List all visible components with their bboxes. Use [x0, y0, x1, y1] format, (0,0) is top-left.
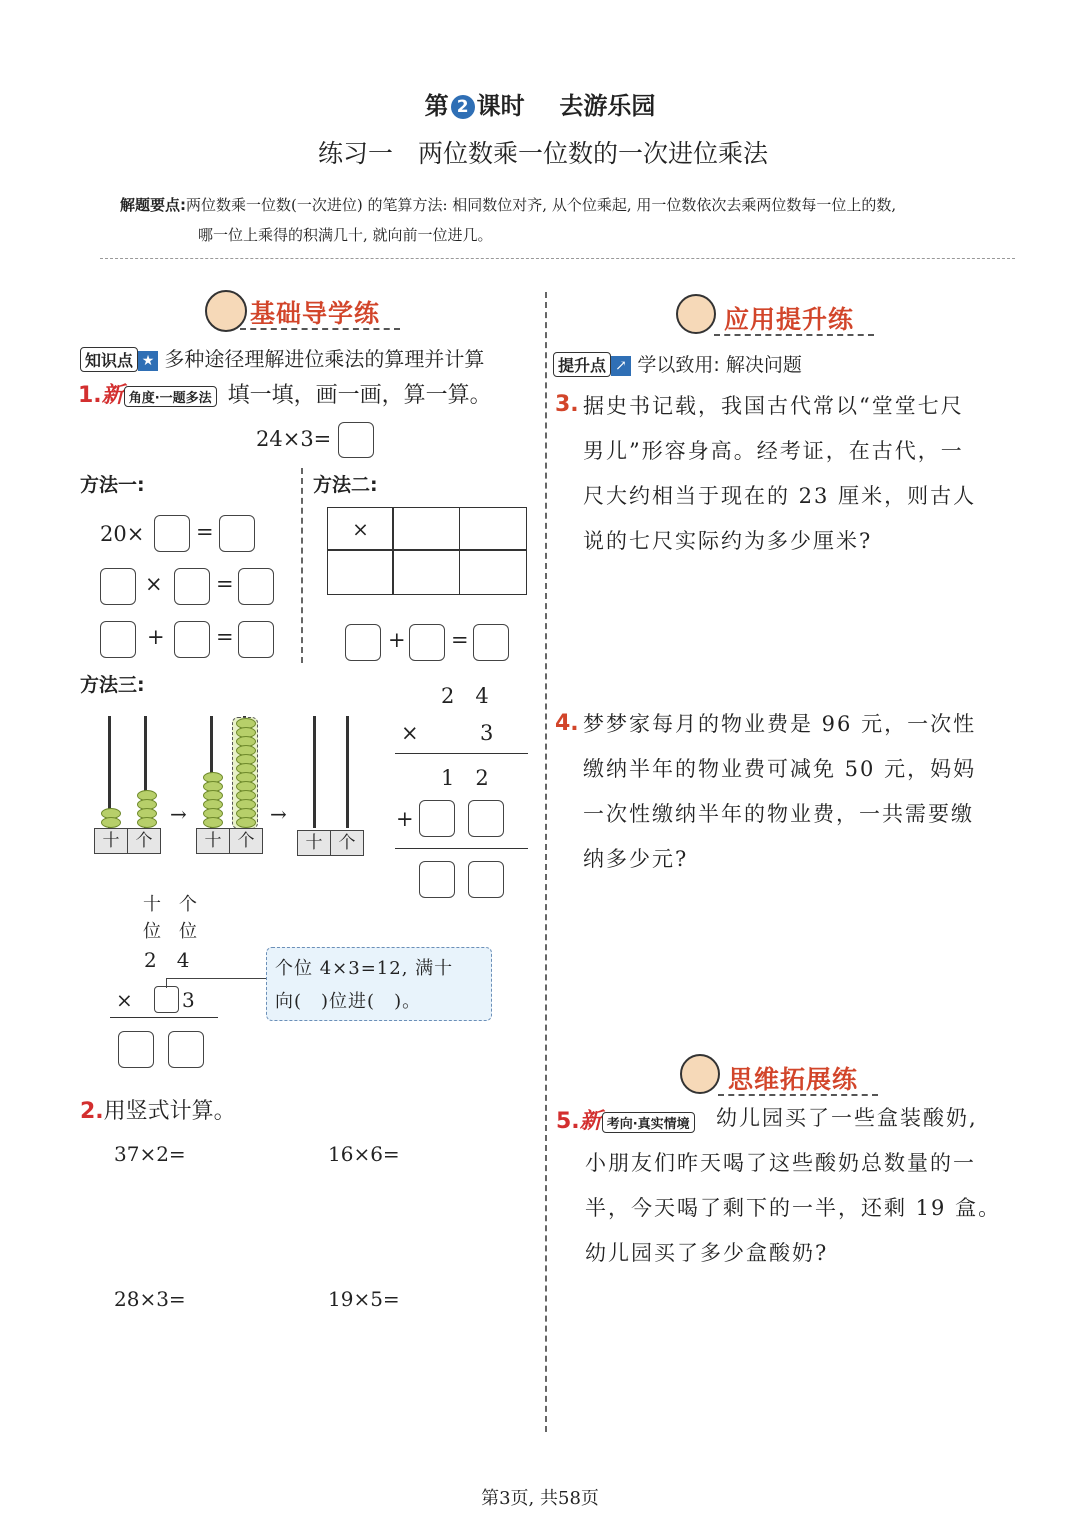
answer-box[interactable]	[473, 624, 509, 661]
lesson-suffix: 课时	[476, 92, 525, 120]
grid-cell-sign	[327, 507, 394, 551]
q1-header	[78, 378, 492, 409]
q4-line: 纳多少元?	[583, 847, 689, 871]
place-times-sign: ×	[116, 988, 133, 1012]
equals-sign: =	[216, 572, 234, 596]
tips-label: 解题要点:	[120, 196, 186, 214]
column-divider	[545, 292, 547, 1432]
method2-label: 方法二:	[313, 474, 378, 496]
q1-tag: 角度·一题多法	[124, 386, 217, 407]
knowledge-row	[80, 343, 484, 372]
arrow-up-icon: ↗	[611, 356, 631, 376]
equals-sign: =	[216, 625, 234, 649]
bubble-connector	[166, 978, 266, 979]
lesson-number-badge: 2	[451, 95, 475, 119]
place-multiplier: 3	[182, 988, 195, 1012]
q1-equation: 24×3=	[256, 427, 332, 451]
answer-box[interactable]	[409, 624, 445, 661]
answer-box[interactable]	[419, 861, 455, 898]
q3-number: 3.	[555, 392, 579, 417]
section-apply-title: 应用提升练	[724, 305, 855, 334]
q3-line: 据史书记载，我国古代常以“堂堂七尺	[583, 394, 964, 418]
abacus1-tens-label: 十	[94, 828, 128, 854]
section-extend-title: 思维拓展练	[728, 1065, 859, 1094]
bead	[137, 817, 157, 828]
answer-box[interactable]	[168, 1031, 204, 1068]
grid-cell[interactable]	[327, 549, 394, 595]
place-digits: 2 4	[144, 948, 190, 972]
lesson-topic: 去游乐园	[559, 92, 656, 120]
grid-cell[interactable]	[459, 549, 527, 595]
abacus3-ones-rod	[346, 716, 349, 828]
q4-line: 一次性缴纳半年的物业费，一共需要缴	[583, 802, 974, 826]
tips-block	[120, 190, 1010, 250]
bead	[101, 817, 121, 828]
page-footer: 第3页, 共58页	[481, 1488, 599, 1509]
vert-top-digits: 2 4	[441, 684, 489, 708]
bead	[236, 817, 256, 828]
vert-line	[395, 848, 528, 849]
place-line	[110, 1017, 218, 1018]
lesson-title	[0, 86, 1080, 121]
answer-box[interactable]	[100, 568, 136, 605]
vert-partial: 1 2	[441, 766, 489, 790]
q2-text: 用竖式计算。	[103, 1099, 236, 1124]
equals-sign: =	[196, 520, 214, 544]
abacus2-tens-label: 十	[196, 828, 230, 854]
header-divider	[100, 258, 1015, 259]
q2-header	[80, 1094, 236, 1125]
upgrade-row	[553, 350, 802, 377]
method1-label: 方法一:	[80, 474, 145, 496]
q1-text: 填一填，画一画，算一算。	[227, 383, 492, 408]
answer-box[interactable]	[419, 800, 455, 837]
mascot-icon	[205, 290, 247, 332]
abacus2-ones-label: 个	[229, 828, 263, 854]
upgrade-tag: 提升点	[553, 352, 611, 377]
place-ones-1: 个	[179, 894, 197, 915]
upgrade-text: 学以致用: 解决问题	[637, 354, 802, 376]
q4-text	[583, 702, 1003, 882]
answer-box[interactable]	[219, 515, 255, 552]
answer-box[interactable]	[238, 568, 274, 605]
q5-line: 半，今天喝了剩下的一半，还剩 19 盒。	[585, 1196, 1002, 1220]
q5-text	[585, 1141, 1005, 1276]
q5-tag: 考向·真实情境	[602, 1112, 695, 1133]
place-tens-1: 十	[143, 894, 161, 915]
abacus1-ones-label: 个	[127, 828, 161, 854]
knowledge-text: 多种途径理解进位乘法的算理并计算	[164, 347, 485, 371]
times-sign: ×	[145, 572, 163, 596]
q1-number: 1.	[78, 383, 102, 408]
answer-box[interactable]	[154, 986, 179, 1013]
place-ones-2: 位	[179, 921, 197, 942]
answer-box[interactable]	[345, 624, 381, 661]
vert-plus-sign: +	[396, 807, 414, 831]
q5-first-line: 幼儿园买了一些盒装酸奶,	[716, 1106, 978, 1130]
answer-box[interactable]	[468, 861, 504, 898]
method-divider	[301, 468, 303, 663]
vert-times-sign: ×	[401, 721, 419, 745]
q4-line: 缴纳半年的物业费可减免 50 元，妈妈	[583, 757, 977, 781]
q4-line: 梦梦家每月的物业费是 96 元，一次性	[583, 712, 977, 736]
method3-label: 方法三:	[80, 674, 145, 696]
answer-box[interactable]	[174, 621, 210, 658]
bubble-line1: 个位 4×3=12, 满十	[275, 958, 454, 979]
bead	[203, 817, 223, 828]
vert-line	[395, 753, 528, 754]
grid-cell[interactable]	[392, 507, 460, 551]
q2-problem: 16×6=	[328, 1142, 400, 1166]
q2-problem: 37×2=	[114, 1142, 186, 1166]
q3-text	[583, 384, 1003, 564]
answer-box[interactable]	[100, 621, 136, 658]
abacus3-tens-label: 十	[297, 830, 331, 856]
hint-bubble	[266, 947, 492, 1021]
q5-new-badge: 新	[579, 1109, 602, 1134]
q5-number: 5.	[556, 1109, 580, 1134]
lesson-prefix: 第	[424, 92, 449, 120]
tips-line2: 哪一位上乘得的积满几十, 就向前一位进几。	[198, 226, 493, 244]
vert-multiplier: 3	[480, 721, 494, 745]
bubble-line2: 向( )位进( )。	[275, 991, 422, 1012]
star-icon: ★	[138, 351, 158, 371]
answer-box[interactable]	[468, 800, 504, 837]
q2-problem: 28×3=	[114, 1287, 186, 1311]
knowledge-tag: 知识点	[80, 347, 138, 372]
abacus3-ones-label: 个	[330, 830, 364, 856]
q5-line: 幼儿园买了多少盒酸奶?	[585, 1241, 829, 1265]
q5-line: 小朋友们昨天喝了这些酸奶总数量的一	[585, 1151, 976, 1175]
mascot-icon	[676, 294, 716, 334]
q2-number: 2.	[80, 1099, 104, 1124]
grid-times-sign: ×	[352, 517, 369, 541]
bubble-connector	[166, 978, 167, 988]
q3-line: 男儿”形容身高。经考证，在古代，一	[583, 439, 964, 463]
m1-row1-prefix: 20×	[100, 522, 145, 546]
answer-box[interactable]	[118, 1031, 154, 1068]
place-tens-2: 位	[143, 921, 161, 942]
q5-header	[556, 1104, 695, 1135]
q2-problem: 19×5=	[328, 1287, 400, 1311]
arrow-icon: →	[170, 802, 187, 826]
abacus3-tens-rod	[313, 716, 316, 828]
q3-line: 尺大约相当于现在的 23 厘米，则古人	[583, 484, 977, 508]
q1-new-badge: 新	[101, 383, 124, 408]
plus-sign: +	[147, 625, 165, 649]
section-basic-title: 基础导学练	[250, 299, 381, 328]
page-subtitle: 练习一 两位数乘一位数的一次进位乘法	[317, 139, 768, 168]
answer-box[interactable]	[174, 568, 210, 605]
equals-sign: =	[451, 628, 469, 652]
section-apply-underline	[714, 334, 874, 336]
grid-cell[interactable]	[392, 549, 460, 595]
answer-box[interactable]	[338, 422, 374, 458]
answer-box[interactable]	[154, 515, 190, 552]
plus-sign: +	[388, 628, 406, 652]
q4-number: 4.	[555, 711, 579, 736]
grid-cell[interactable]	[459, 507, 527, 551]
mascot-icon	[680, 1054, 720, 1094]
tips-line1: 两位数乘一位数(一次进位) 的笔算方法: 相同数位对齐, 从个位乘起, 用一位数依次去乘两位数每一位上的数,	[186, 196, 897, 214]
section-basic-underline	[240, 328, 400, 330]
arrow-icon: →	[270, 802, 287, 826]
answer-box[interactable]	[238, 621, 274, 658]
q3-line: 说的七尺实际约为多少厘米?	[583, 529, 873, 553]
